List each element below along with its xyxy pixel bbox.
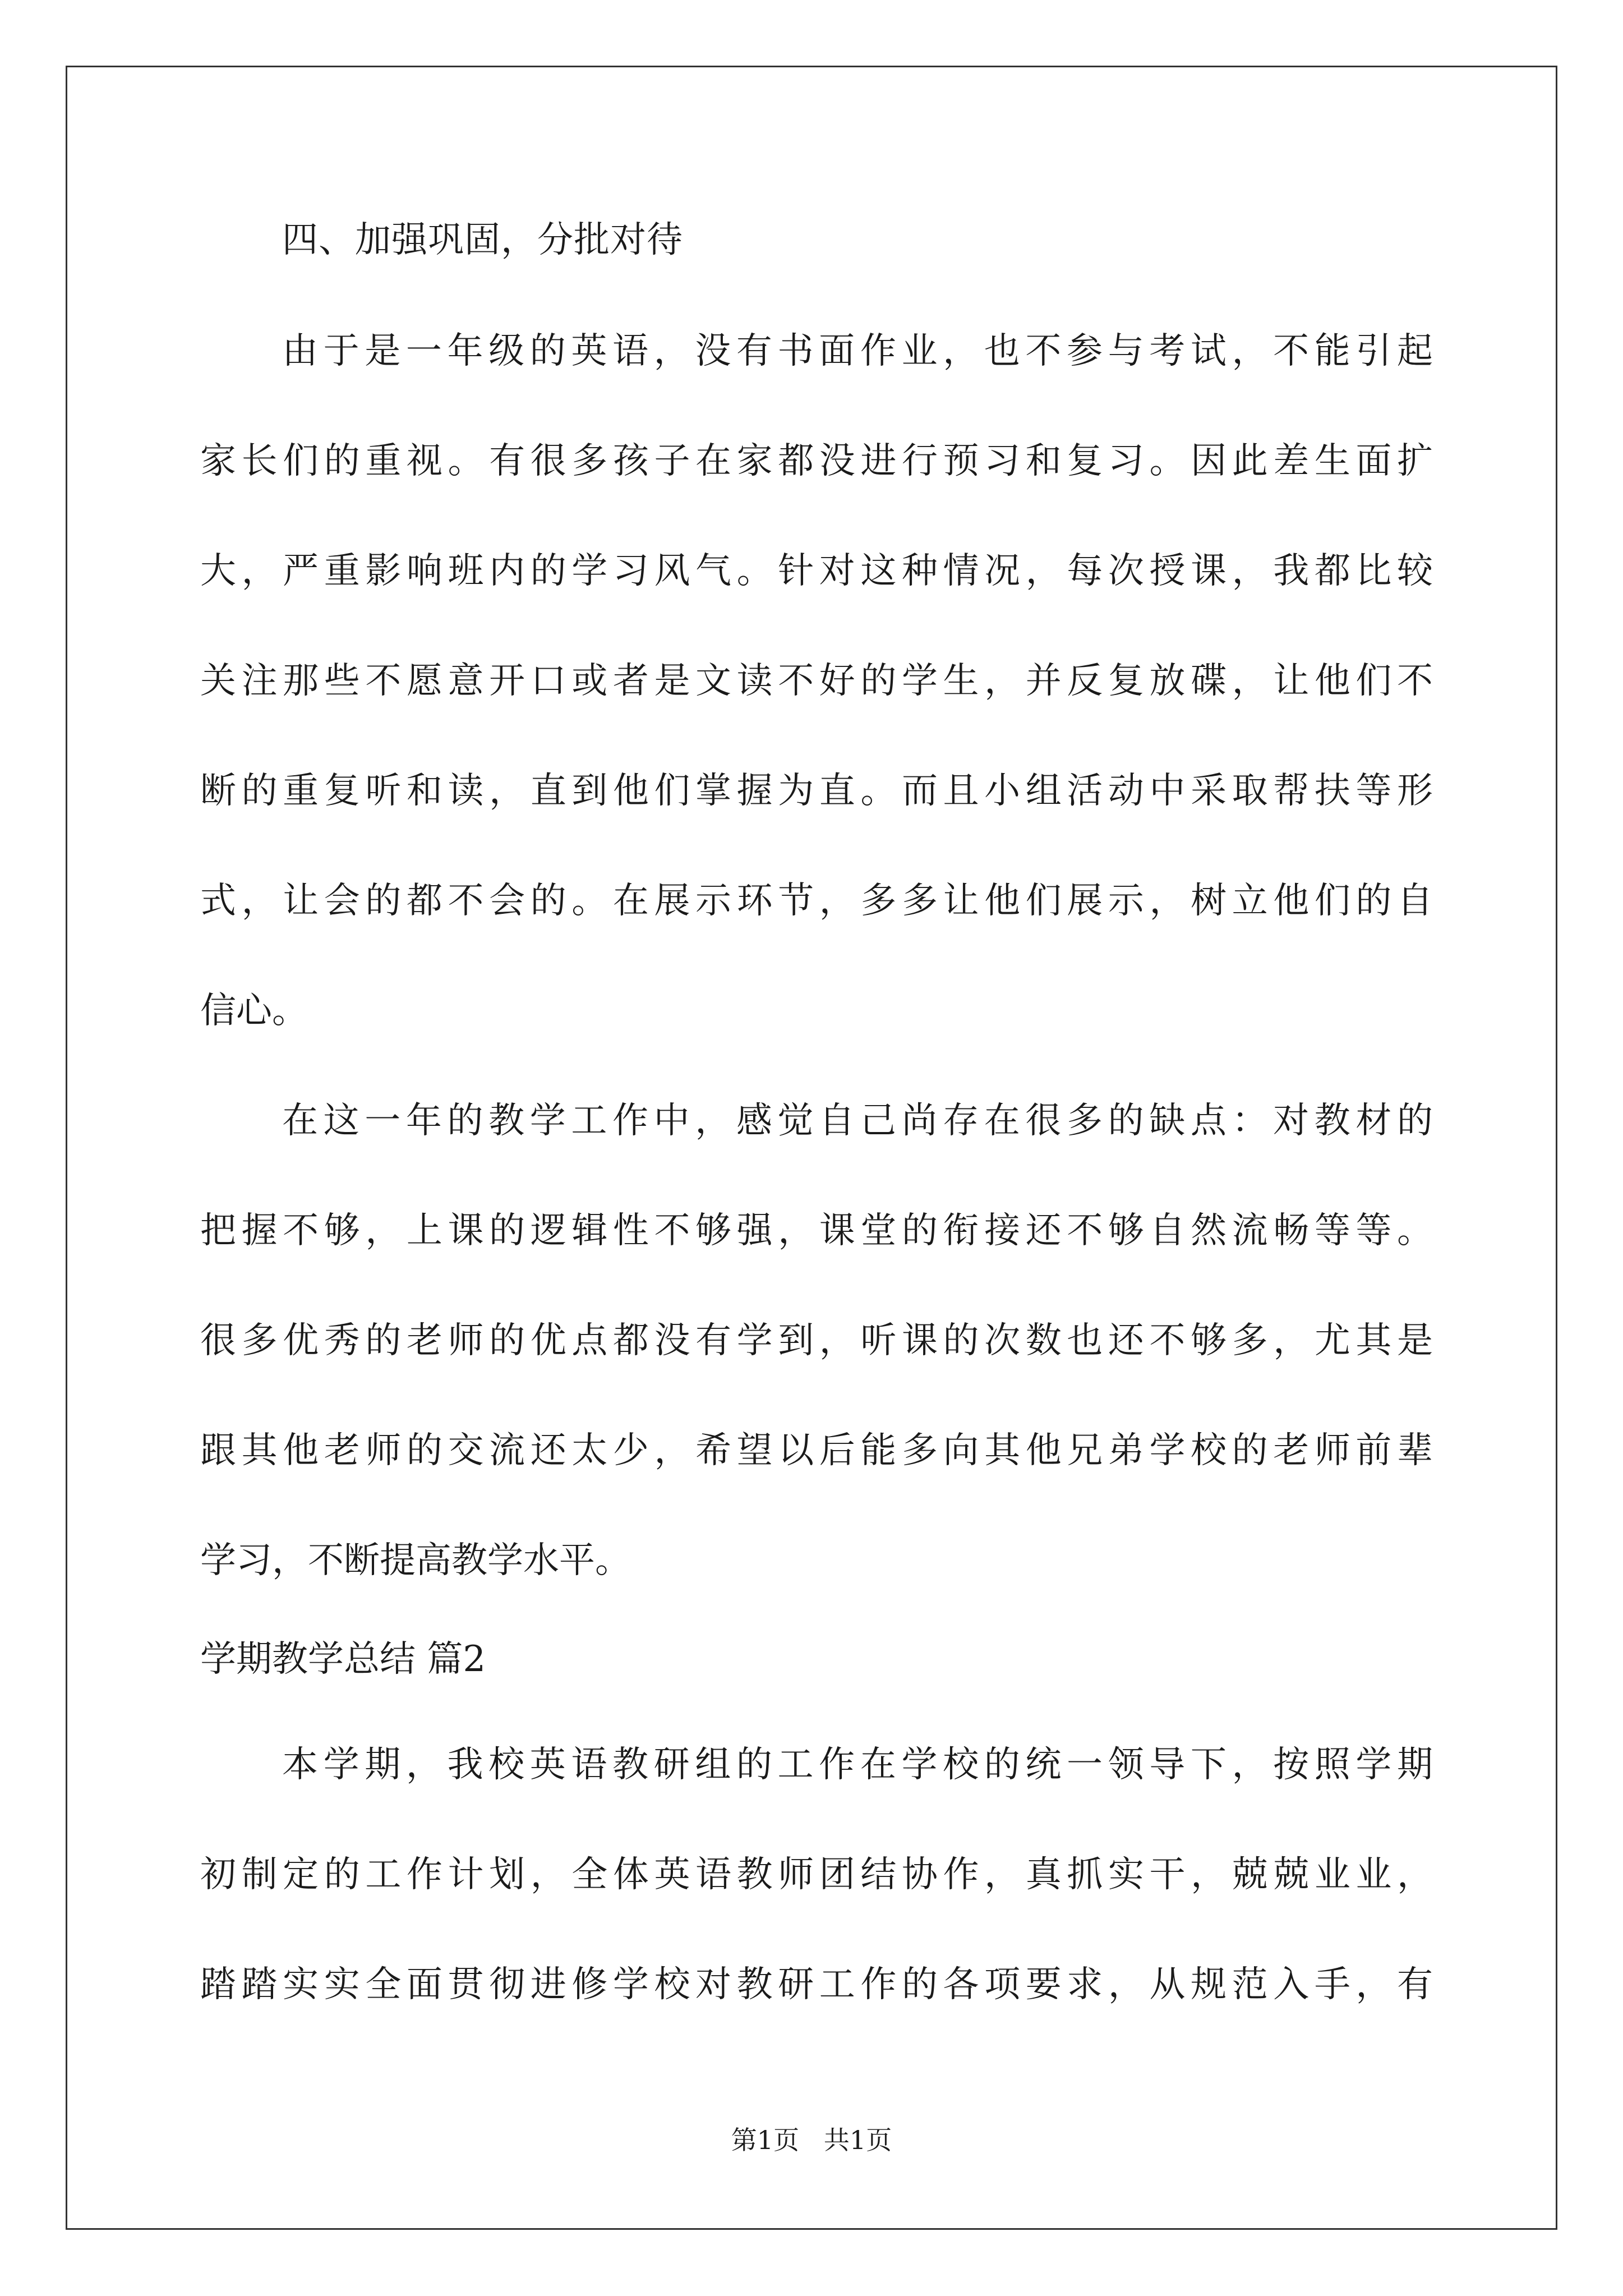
article-title: 学期教学总结 篇2 — [200, 1639, 486, 1680]
paragraph-line: 信心。 — [200, 990, 308, 1032]
section-heading: 四、加强巩固，分批对待 — [282, 219, 683, 261]
paragraph-line: 关注那些不愿意开口或者是文读不好的学生，并反复放碟，让他们不 — [200, 660, 1433, 702]
paragraph-line: 跟其他老师的交流还太少，希望以后能多向其他兄弟学校的老师前辈 — [200, 1430, 1433, 1471]
paragraph-line: 学习，不断提高教学水平。 — [200, 1540, 631, 1581]
paragraph-line: 在这一年的教学工作中，感觉自己尚存在很多的缺点：对教材的 — [282, 1100, 1433, 1142]
paragraph-line: 把握不够，上课的逻辑性不够强，课堂的衔接还不够自然流畅等等。 — [200, 1210, 1433, 1251]
paragraph-line: 很多优秀的老师的优点都没有学到，听课的次数也还不够多，尤其是 — [200, 1320, 1433, 1361]
paragraph-line: 式，让会的都不会的。在展示环节，多多让他们展示，树立他们的自 — [200, 880, 1433, 922]
paragraph-line: 大，严重影响班内的学习风气。针对这种情况，每次授课，我都比较 — [200, 550, 1433, 592]
paragraph-line: 踏踏实实全面贯彻进修学校对教研工作的各项要求，从规范入手，有 — [200, 1964, 1433, 2005]
page-footer: 第1页 共1页 — [731, 2125, 892, 2155]
paragraph-line: 由于是一年级的英语，没有书面作业，也不参与考试，不能引起 — [282, 330, 1433, 372]
page-frame — [66, 66, 1557, 2230]
paragraph-line: 家长们的重视。有很多孩子在家都没进行预习和复习。因此差生面扩 — [200, 440, 1433, 482]
paragraph-line: 本学期，我校英语教研组的工作在学校的统一领导下，按照学期 — [282, 1744, 1433, 1786]
paragraph-line: 初制定的工作计划，全体英语教师团结协作，真抓实干，兢兢业业， — [200, 1854, 1433, 1895]
paragraph-line: 断的重复听和读，直到他们掌握为直。而且小组活动中采取帮扶等形 — [200, 770, 1433, 812]
